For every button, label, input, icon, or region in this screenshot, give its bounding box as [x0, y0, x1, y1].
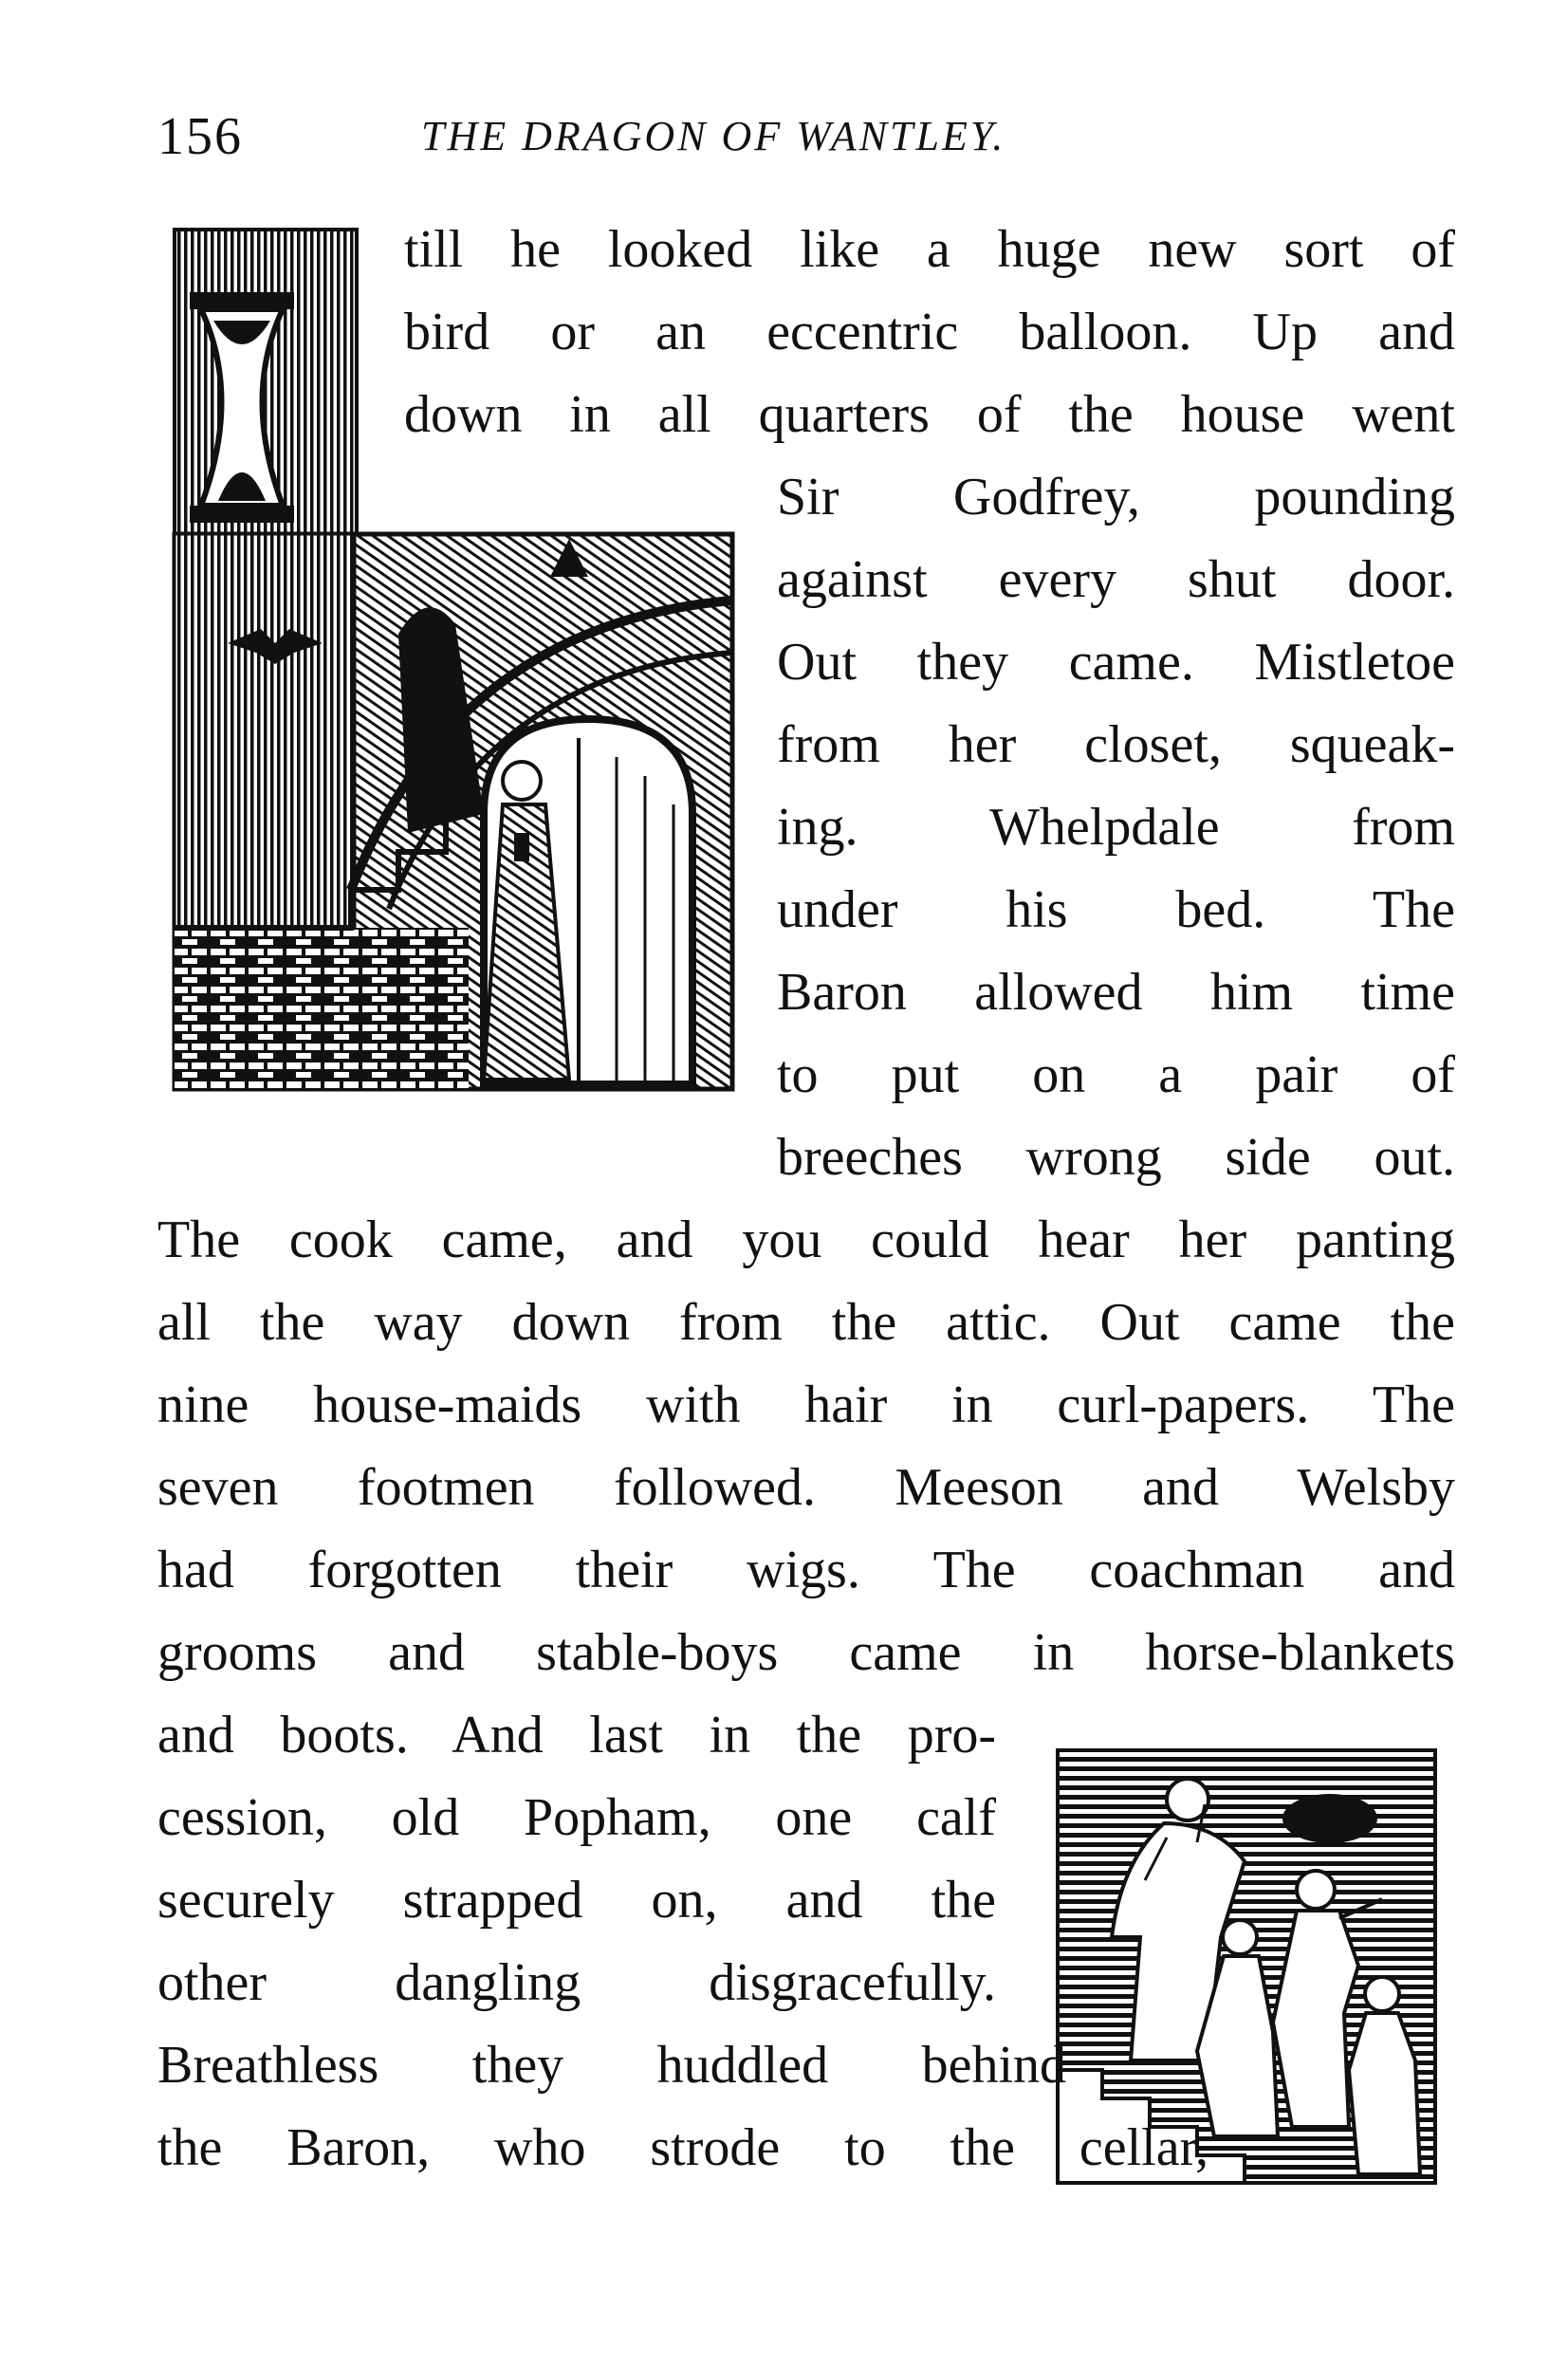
text-line: Breathless they huddled behind	[157, 2036, 1066, 2095]
text-line: The cook came, and you could hear her panting	[157, 1210, 1455, 1269]
text-line: ing. Whelpdale from	[777, 798, 1455, 857]
text-line: Sir Godfrey, pounding	[777, 468, 1455, 527]
text-line: from her closet, squeak-	[777, 715, 1455, 774]
text-line: till he looked like a huge new sort of	[404, 220, 1455, 279]
text-line: had forgotten their wigs. The coachman and	[157, 1541, 1455, 1599]
text-line: securely strapped on, and the	[157, 1871, 996, 1930]
text-line: grooms and stable-boys came in horse-blankets	[157, 1623, 1455, 1682]
text-line: the Baron, who strode to the cellar,	[157, 2118, 1208, 2177]
text-line: Out they came. Mistletoe	[777, 633, 1455, 692]
text-line: against every shut door.	[777, 550, 1455, 609]
text-line: nine house-maids with hair in curl-papers. The	[157, 1376, 1455, 1434]
text-line: to put on a pair of	[777, 1045, 1455, 1104]
text-line: and boots. And last in the pro-	[157, 1706, 996, 1765]
text-line: under his bed. The	[777, 880, 1455, 939]
running-title: THE DRAGON OF WANTLEY.	[421, 113, 1006, 159]
text-line: all the way down from the attic. Out came the	[157, 1293, 1455, 1352]
text-line: Baron allowed him time	[777, 963, 1455, 1022]
text-line: down in all quarters of the house went	[404, 385, 1455, 444]
running-header	[157, 106, 1485, 173]
text-line: breeches wrong side out.	[777, 1128, 1455, 1187]
text-line: other dangling disgracefully.	[157, 1953, 996, 2012]
text-line: seven footmen followed. Meeson and Welsby	[157, 1458, 1455, 1517]
text-line: bird or an eccentric balloon. Up and	[404, 303, 1455, 361]
text-line: cession, old Popham, one calf	[157, 1788, 996, 1847]
page-number: 156	[157, 107, 243, 166]
